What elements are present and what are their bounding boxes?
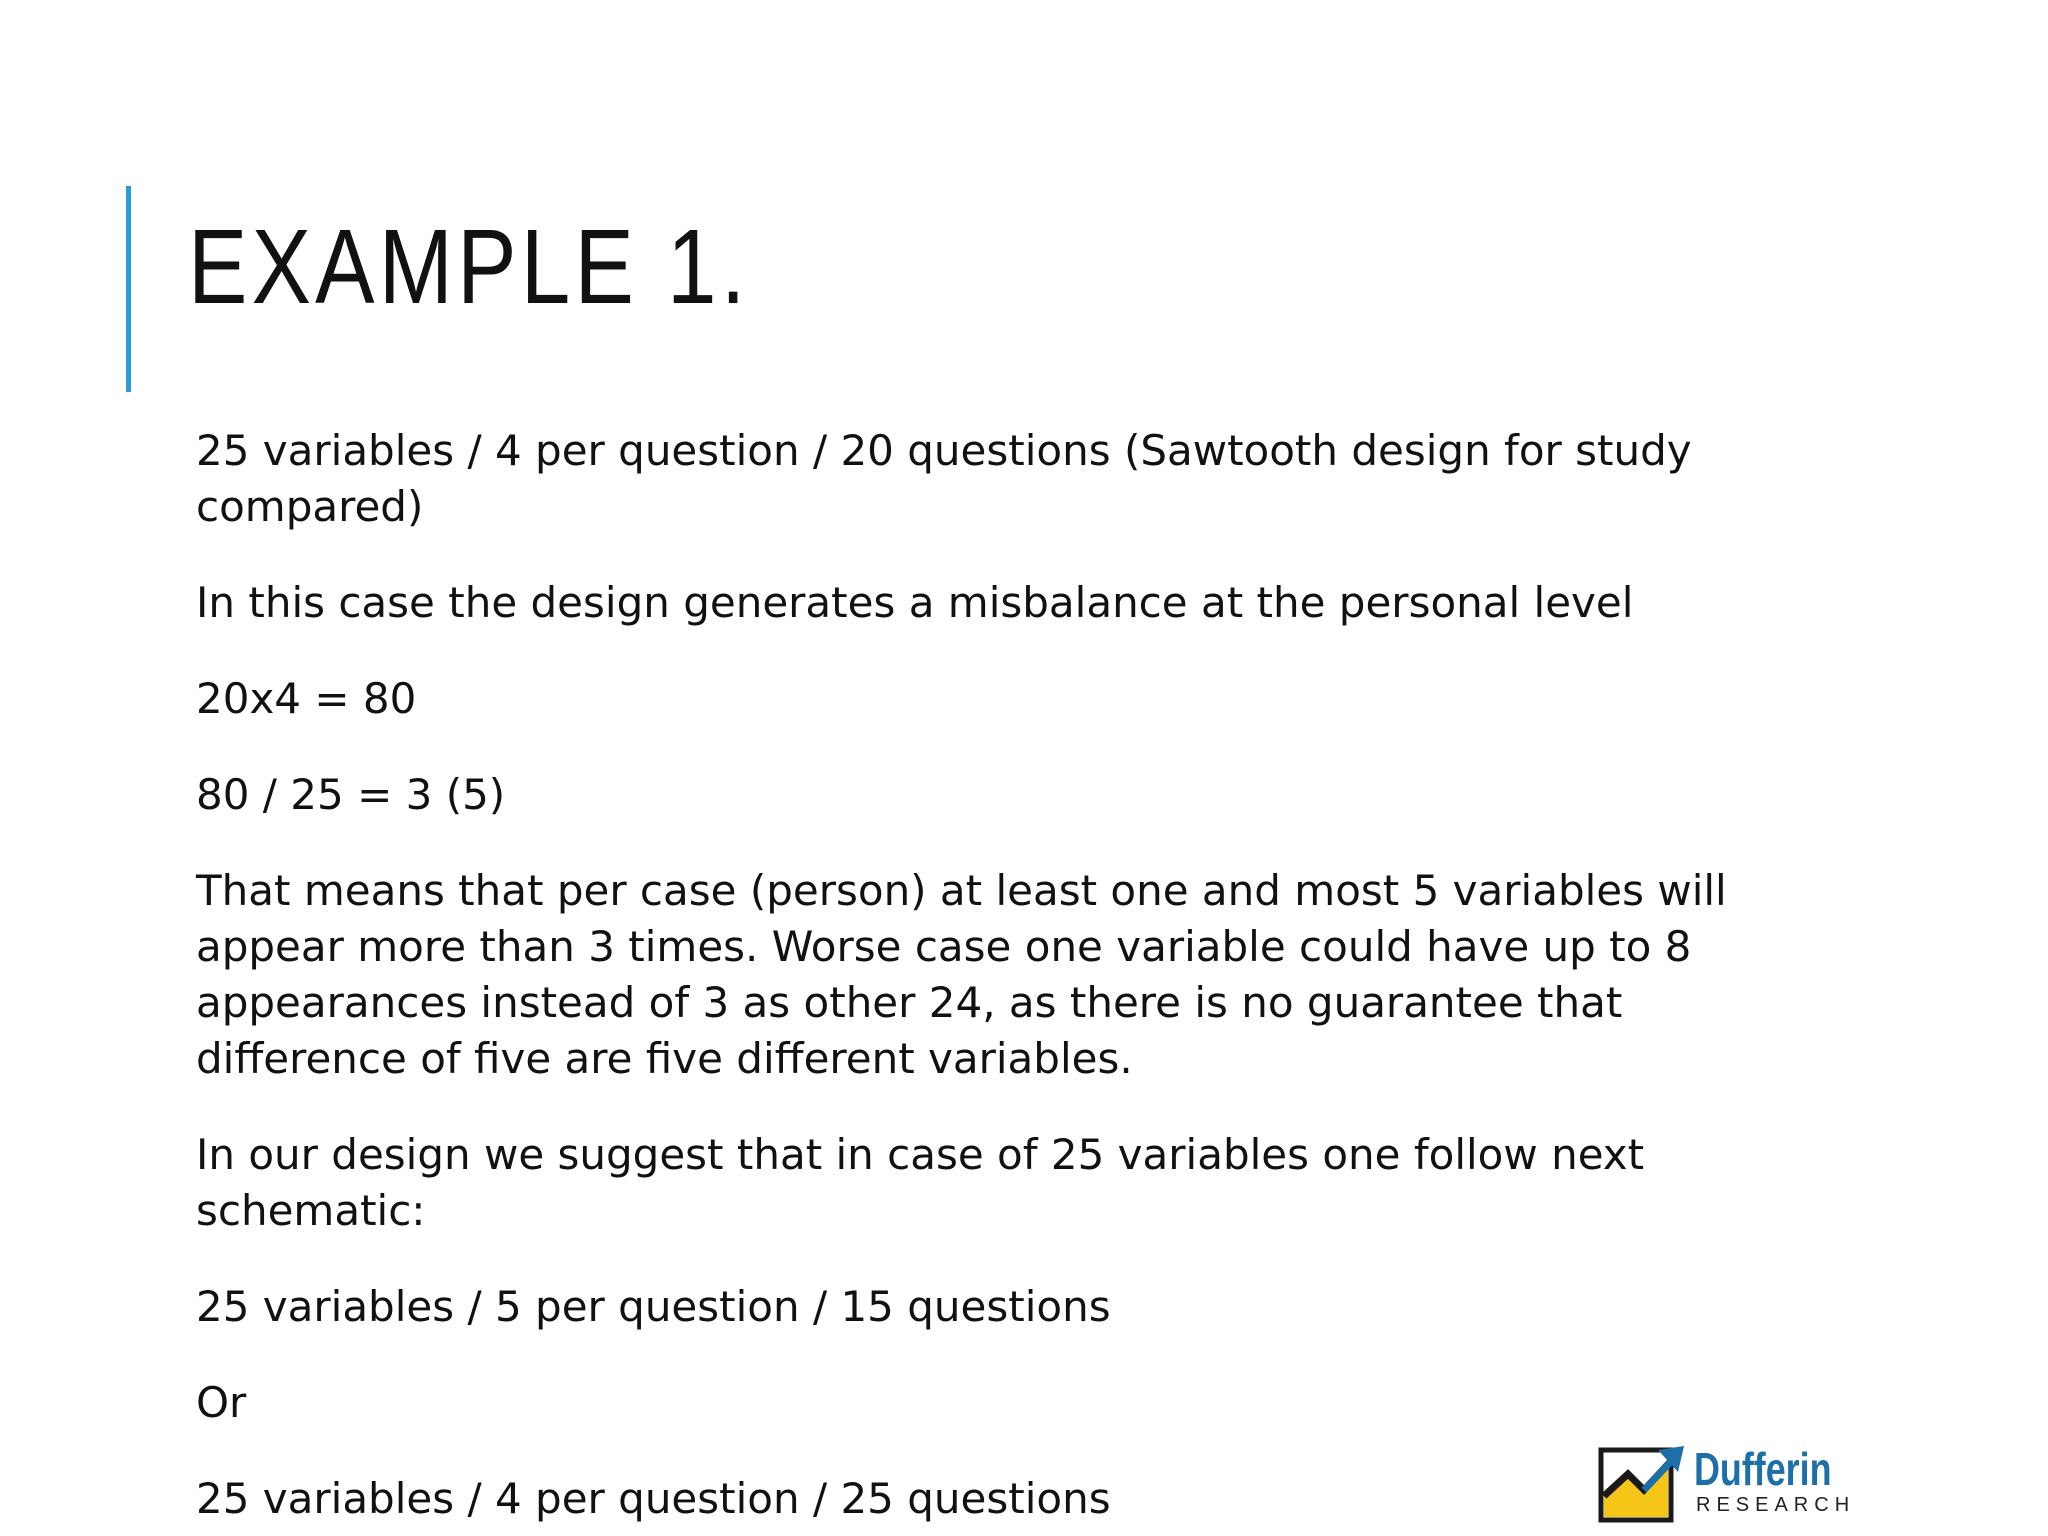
body-paragraph: 20x4 = 80 xyxy=(196,674,417,723)
logo-subtitle: RESEARCH xyxy=(1696,1494,1856,1516)
body-paragraph: That means that per case (person) at least one and most 5 variables will appear more than 3 times. Worse case one variable could have up to 8 appearances instead of 3 as other 24, as there is no guarantee that difference of five are five different variables. xyxy=(196,866,1727,1083)
chart-arrow-logo-icon xyxy=(1598,1444,1688,1524)
body-paragraph: In our design we suggest that in case of 25 variables one follow next schematic: xyxy=(196,1130,1645,1235)
body-paragraph: 25 variables / 4 per question / 25 questions xyxy=(196,1474,1111,1523)
slide-body xyxy=(196,423,1736,1536)
company-logo xyxy=(1598,1443,1856,1524)
logo-name: Dufferin xyxy=(1694,1443,1832,1495)
title-accent-bar xyxy=(126,186,131,392)
body-paragraph: 25 variables / 5 per question / 15 questions xyxy=(196,1282,1111,1331)
body-paragraph: Or xyxy=(196,1378,247,1427)
body-paragraph: In this case the design generates a misbalance at the personal level xyxy=(196,578,1634,627)
slide-title: EXAMPLE 1. xyxy=(188,208,750,326)
body-paragraph: 80 / 25 = 3 (5) xyxy=(196,770,506,819)
body-paragraph: 25 variables / 4 per question / 20 questions (Sawtooth design for study compared) xyxy=(196,426,1692,531)
